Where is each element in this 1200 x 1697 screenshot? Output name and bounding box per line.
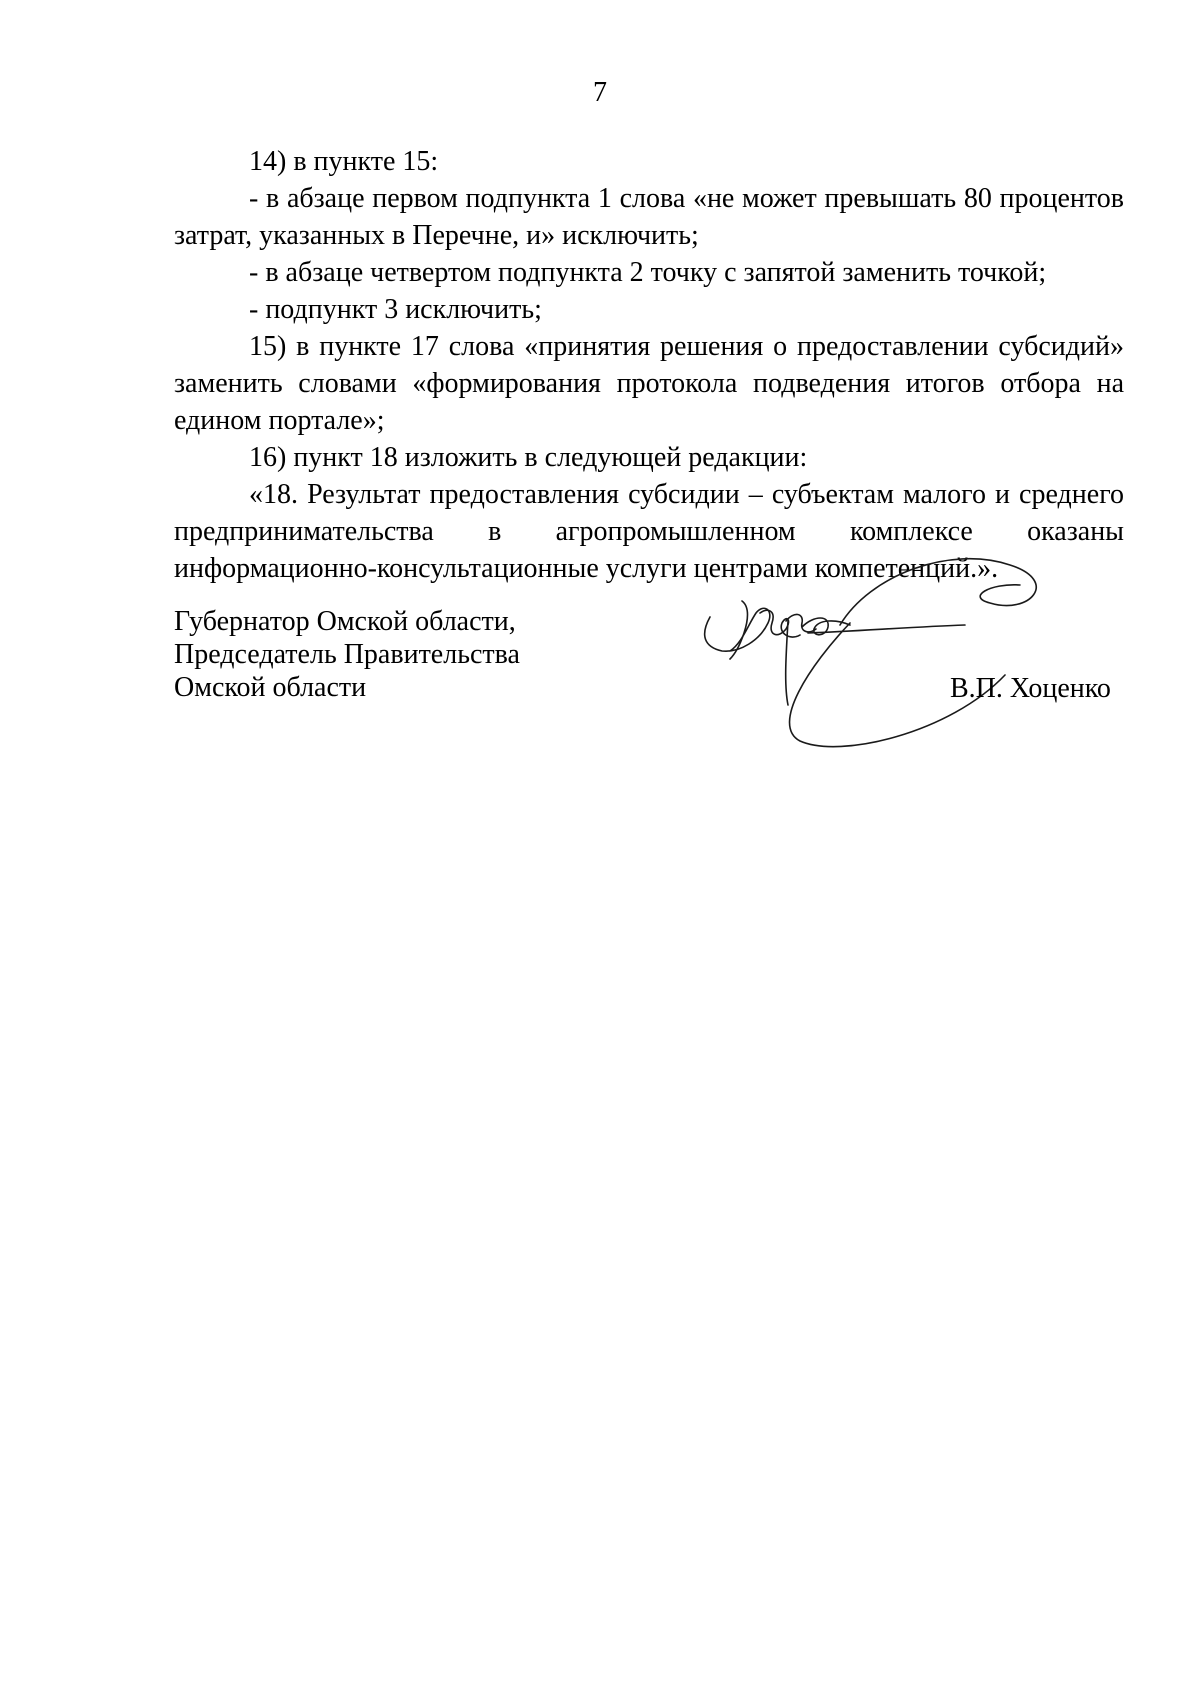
paragraph-subitem-3: - подпункт 3 исключить; bbox=[249, 294, 542, 325]
signatory-position bbox=[174, 605, 774, 704]
position-line: Омской области bbox=[174, 672, 367, 703]
paragraph-item-14: 14) в пункте 15: bbox=[249, 146, 439, 177]
paragraph-item-15: 15) в пункте 17 слова «принятия решения о предоставлении субсидий» заменить словами «формирования протокола подведения итогов отбора на едином портале»; bbox=[174, 331, 1124, 436]
paragraph-item-16: 16) пункт 18 изложить в следующей редакции: bbox=[249, 442, 808, 473]
handwritten-signature bbox=[690, 555, 1110, 755]
paragraph-item-18-text: «18. Результат предоставления субсидии – субъектам малого и среднего предпринимательства в агропромышленном комплексе оказаны информационно-консультационные услуги центрами компетенций.». bbox=[174, 479, 1124, 584]
signer-name: В.П. Хоценко bbox=[950, 673, 1111, 704]
page-number: 7 bbox=[593, 77, 607, 108]
position-line: Губернатор Омской области, bbox=[174, 606, 516, 637]
document-body bbox=[174, 143, 1124, 587]
paragraph-subitem-1: - в абзаце первом подпункта 1 слова «не может превышать 80 процентов затрат, указанных в Перечне, и» исключить; bbox=[174, 183, 1124, 251]
paragraph-subitem-2: - в абзаце четвертом подпункта 2 точку с запятой заменить точкой; bbox=[249, 257, 1047, 288]
position-line: Председатель Правительства bbox=[174, 639, 520, 670]
